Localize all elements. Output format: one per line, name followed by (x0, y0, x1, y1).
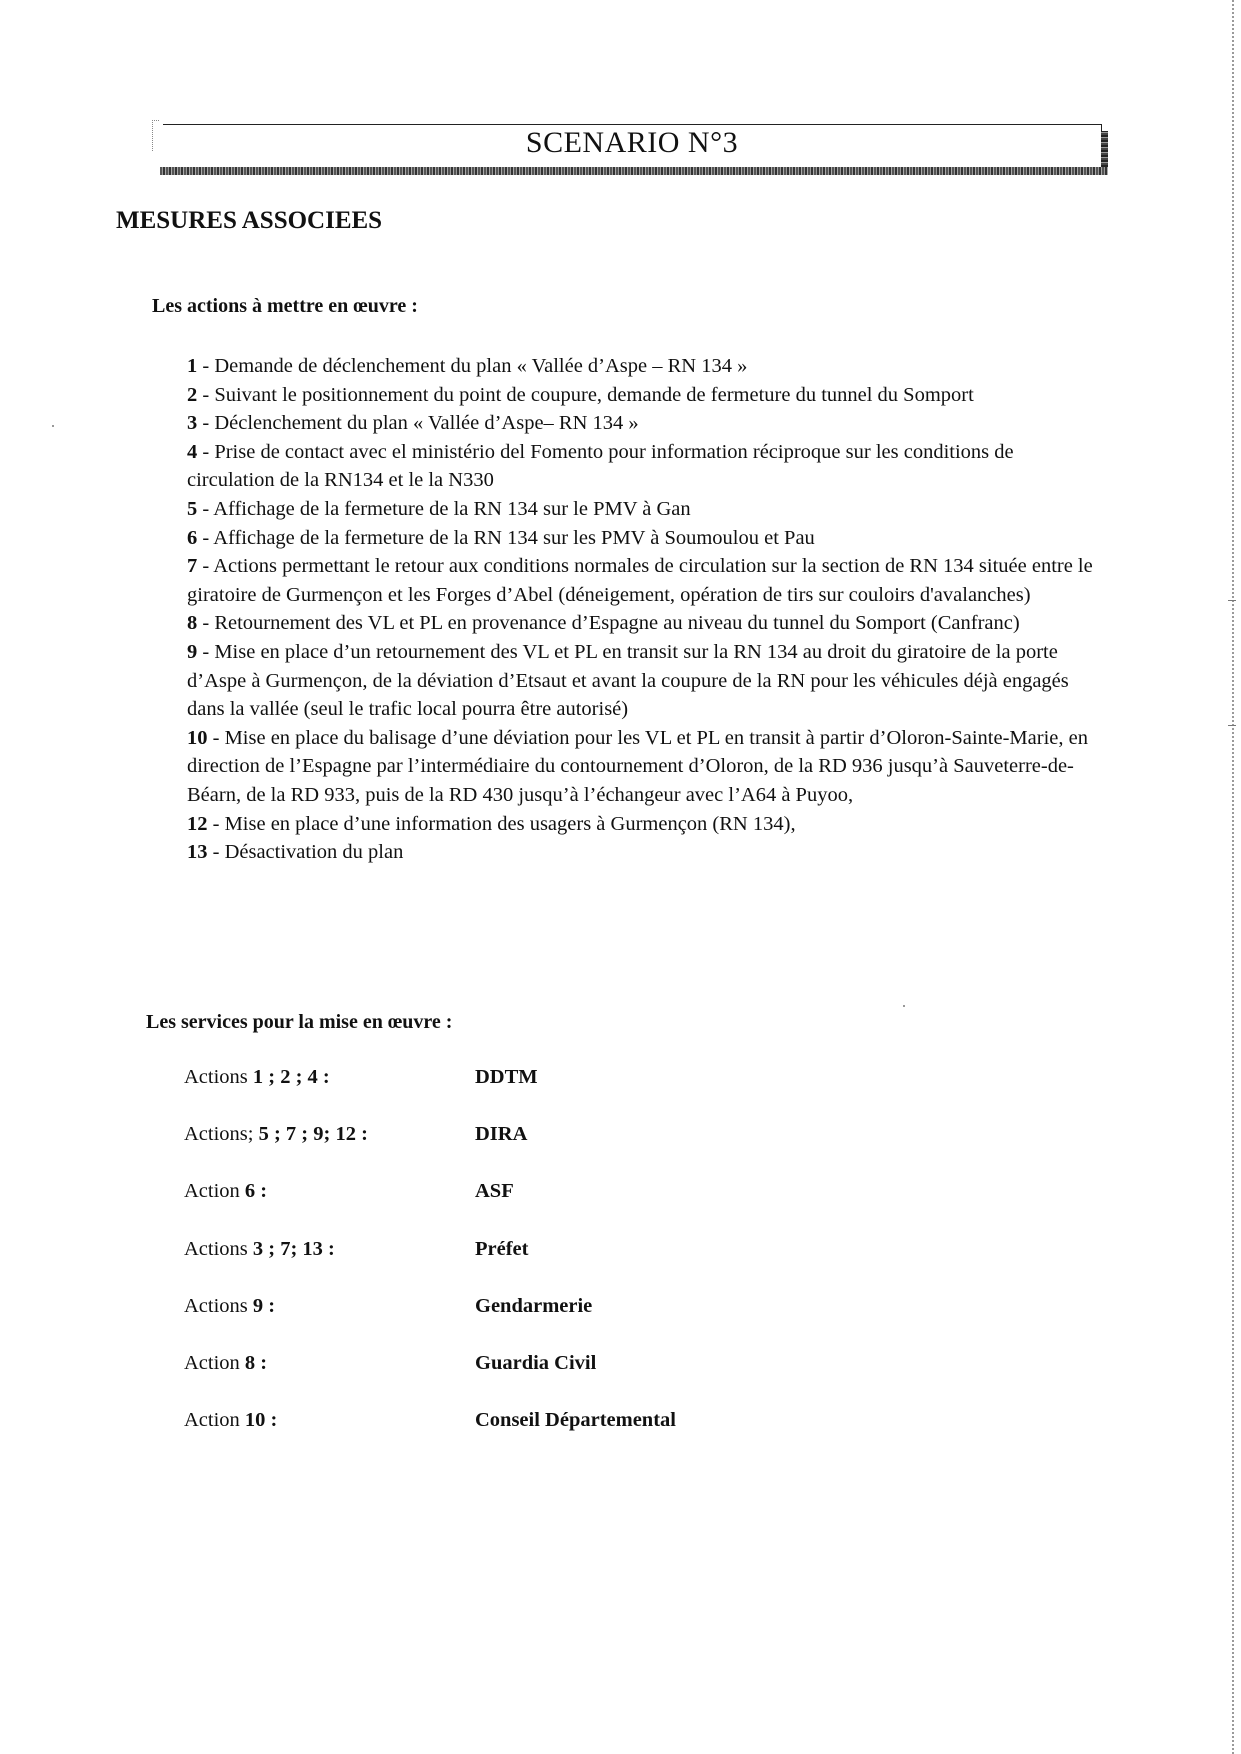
service-action-numbers: 1 ; 2 ; 4 : (252, 1066, 330, 1088)
action-text: Prise de contact avec el ministério del Fomento pour information réciproque sur les conditions de circulation de la RN134 et le la N330 (187, 440, 1014, 492)
scan-mark (1228, 600, 1236, 601)
service-action-numbers: 6 : (244, 1180, 268, 1203)
action-number: 7 (187, 555, 198, 578)
action-number: 6 (187, 526, 198, 549)
service-action-numbers: 10 : (244, 1409, 278, 1432)
service-actions (184, 1066, 330, 1089)
action-text: Mise en place d’une information des usagers à Gurmençon (RN 134), (224, 812, 796, 835)
scan-speck (52, 425, 54, 427)
service-agency: Gendarmerie (475, 1294, 593, 1317)
service-actions (184, 1238, 335, 1261)
service-label-prefix: Actions (184, 1294, 253, 1317)
action-text: Demande de déclenchement du plan « Vallée d’Aspe – RN 134 » (214, 355, 748, 377)
action-number: 2 (187, 383, 198, 406)
title-frame-shadow (160, 167, 1108, 175)
service-label-prefix: Action (184, 1351, 245, 1374)
action-item (187, 381, 1097, 410)
action-separator: - (197, 555, 214, 578)
section-heading: MESURES ASSOCIEES (116, 207, 383, 234)
action-separator: - (197, 355, 215, 377)
service-actions (184, 1180, 267, 1203)
service-row (184, 1352, 884, 1409)
action-text: Mise en place d’un retournement des VL et PL en transit sur la RN 134 au droit du giratoire de la porte d’Aspe à Gurmençon, de la déviation d’Etsaut et avant la coupure de la RN pour les véhicules déjà engagés dans la vallée (seul le trafic local pourra être autorisé) (187, 640, 1069, 721)
service-action-numbers: 3 ; 7; 13 : (252, 1237, 335, 1260)
scan-mark (1228, 725, 1236, 726)
action-number: 9 (187, 640, 198, 663)
action-text: Actions permettant le retour aux conditions normales de circulation sur la section de RN 134 située entre le giratoire de Gurmençon et les Forges d’Abel (déneigement, opération de tirs sur couloirs d'avalanches) (187, 555, 1093, 606)
action-separator: - (197, 412, 215, 435)
action-separator: - (207, 726, 225, 749)
service-row (184, 1238, 884, 1295)
action-item (187, 609, 1097, 638)
action-separator: - (197, 497, 214, 520)
service-actions (184, 1352, 267, 1375)
scan-edge (1232, 0, 1236, 1754)
service-label-prefix: Actions (184, 1066, 253, 1088)
action-number: 4 (187, 440, 198, 463)
action-separator: - (207, 841, 225, 864)
action-item (187, 409, 1097, 438)
action-separator: - (197, 612, 215, 635)
action-text: Désactivation du plan (224, 841, 404, 864)
action-text: Affichage de la fermeture de la RN 134 sur les PMV à Soumoulou et Pau (213, 526, 815, 549)
action-item (187, 524, 1097, 553)
service-action-numbers: 9 : (252, 1294, 276, 1317)
page-title: SCENARIO N°3 (525, 126, 739, 159)
service-label-prefix: Actions; (184, 1123, 259, 1146)
service-label-prefix: Action (184, 1409, 245, 1432)
service-row (184, 1180, 884, 1237)
action-separator: - (197, 383, 215, 406)
action-separator: - (197, 440, 215, 463)
service-agency: Guardia Civil (475, 1351, 597, 1374)
action-separator: - (197, 526, 214, 549)
actions-heading: Les actions à mettre en œuvre : (152, 295, 418, 317)
service-agency: Conseil Départemental (475, 1409, 676, 1432)
action-item (187, 495, 1097, 524)
action-item (187, 638, 1097, 724)
action-number: 8 (187, 612, 198, 635)
service-action-numbers: 8 : (244, 1351, 268, 1374)
services-heading: Les services pour la mise en œuvre : (146, 1011, 453, 1033)
service-actions (184, 1409, 277, 1432)
service-row (184, 1295, 884, 1352)
action-item (187, 552, 1097, 609)
service-row (184, 1409, 884, 1466)
action-number: 5 (187, 497, 198, 520)
action-number: 13 (187, 841, 208, 864)
action-item (187, 438, 1097, 495)
service-row (184, 1066, 884, 1123)
action-text: Déclenchement du plan « Vallée d’Aspe– RN 134 » (214, 412, 639, 435)
action-number: 12 (187, 812, 208, 835)
crop-mark (152, 120, 159, 151)
action-text: Mise en place du balisage d’une déviation pour les VL et PL en transit à partir d’Oloron-Sainte-Marie, en direction de l’Espagne par l’intermédiaire du contournement d’Oloron, de la RD 936 jusqu’à Sauveterre-de-Béarn, de la RD 933, puis de la RD 430 jusqu’à l’échangeur avec l’A64 à Puyoo, (187, 726, 1088, 806)
action-number: 3 (187, 412, 198, 435)
service-label-prefix: Actions (184, 1237, 253, 1260)
action-number: 10 (187, 726, 208, 749)
action-text: Suivant le positionnement du point de coupure, demande de fermeture du tunnel du Somport (214, 383, 974, 406)
service-agency: ASF (475, 1180, 514, 1203)
service-agency: DIRA (475, 1123, 528, 1146)
action-item (187, 724, 1097, 810)
service-actions (184, 1295, 275, 1318)
service-label-prefix: Action (184, 1180, 245, 1203)
scan-speck (903, 1005, 905, 1007)
service-row (184, 1123, 884, 1180)
action-separator: - (207, 812, 225, 835)
action-text: Retournement des VL et PL en provenance d’Espagne au niveau du tunnel du Somport (Canfranc) (214, 612, 1020, 635)
service-actions (184, 1123, 368, 1146)
service-action-numbers: 5 ; 7 ; 9; 12 : (258, 1123, 368, 1146)
action-separator: - (197, 640, 215, 663)
services-table (184, 1066, 884, 1466)
actions-list (187, 352, 1097, 867)
action-item (187, 352, 1097, 381)
action-item (187, 810, 1097, 839)
service-agency: Préfet (475, 1237, 529, 1260)
action-number: 1 (187, 355, 198, 377)
service-agency: DDTM (475, 1066, 538, 1088)
action-text: Affichage de la fermeture de la RN 134 sur le PMV à Gan (213, 497, 691, 520)
action-item (187, 838, 1097, 867)
